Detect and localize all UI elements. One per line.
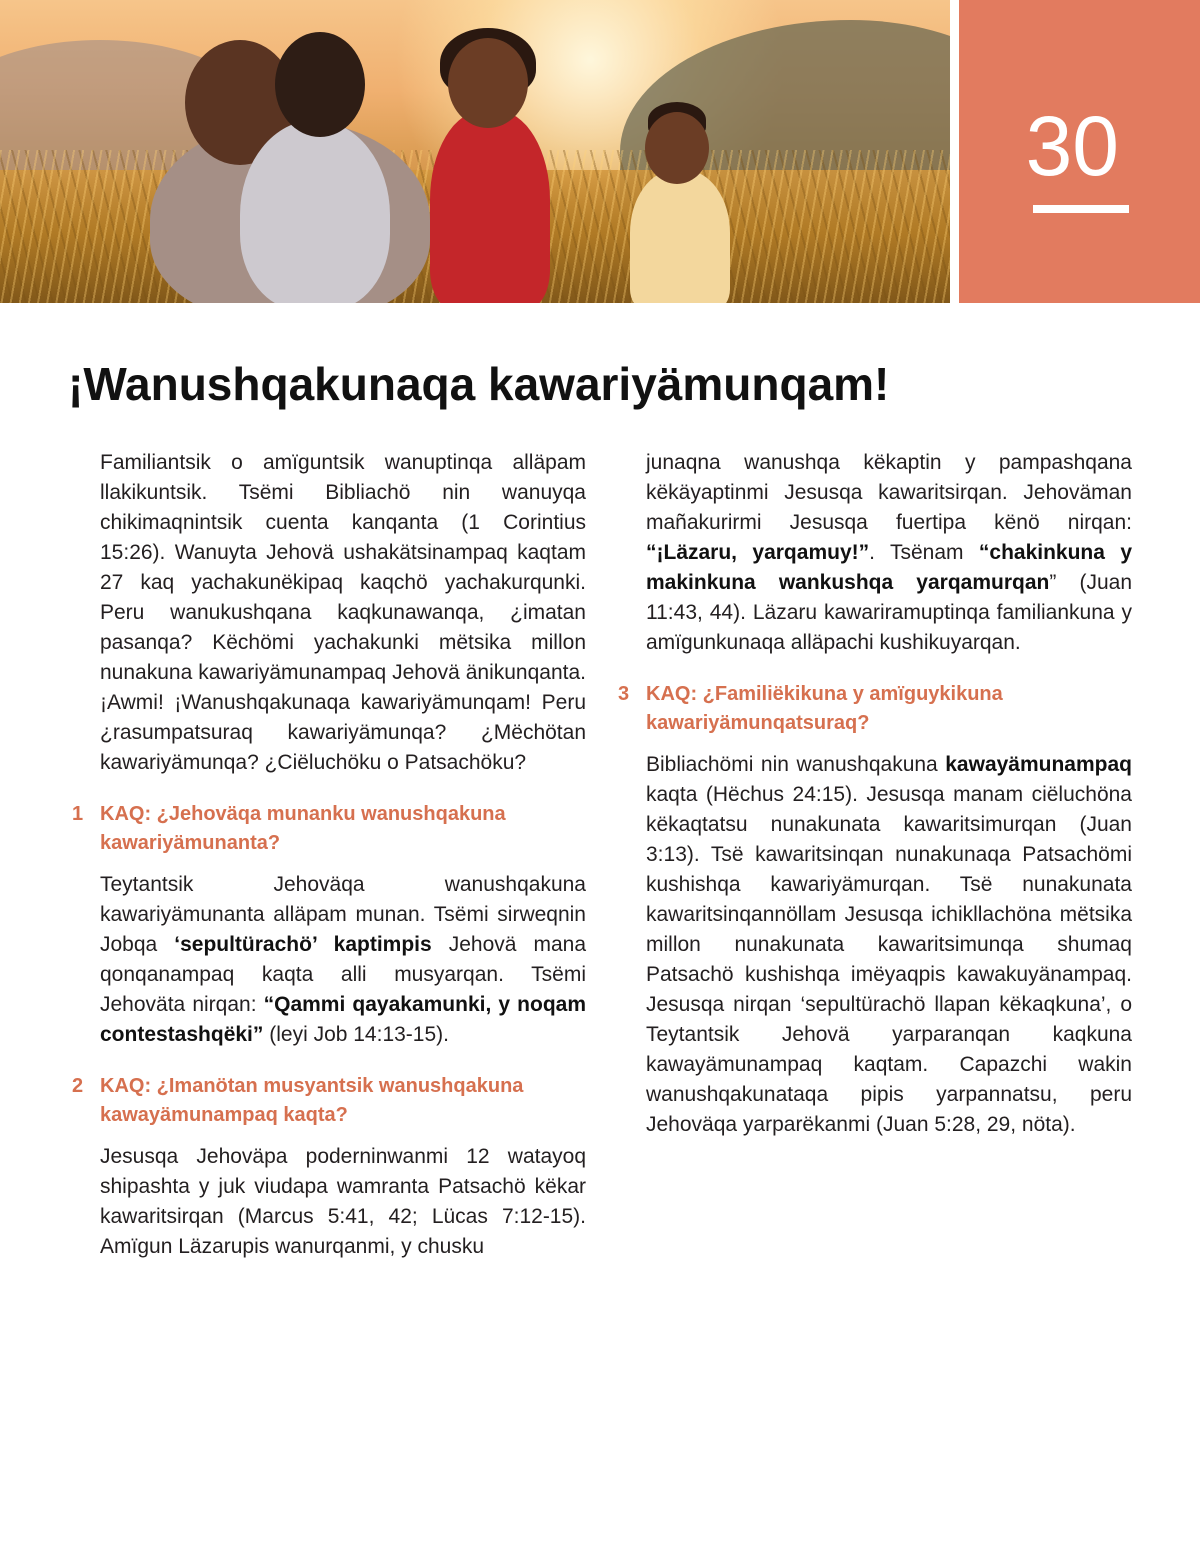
section-3-body [646,750,1132,1140]
section-2-text: . Tsënam [869,541,979,564]
section-3-number: 3 [618,683,630,705]
lesson-number-underline [1033,205,1129,213]
boy-head [275,32,365,137]
section-3-text: Bibliachömi nin wanushqakuna [646,753,946,776]
section-1-question-text: KAQ: ¿Jehoväqa munanku wanushqakuna kawariyämunanta? [100,803,506,854]
section-2-question-text: KAQ: ¿Imanötan musyantsik wanushqakuna kawayämunampaq kaqta? [100,1075,524,1126]
section-1-number: 1 [72,803,84,825]
section-2-bold-quote: “chakinkuna y makinkuna wankushqa yarqamurqan [646,541,1132,594]
section-2-question [72,1072,586,1130]
section-1-bold-quote: “Qammi qayakamunki, y noqam contestashqëki” [100,993,587,1046]
section-3-text: kaqta (Hëchus 24:15). Jesusqa manam ciëluchöna këkaqtatsu nunakunata kawaritsimurqan (Juan 3:13). Tsë kawaritsinqan nunakunaqa Patsachömi kushishqa kawariyämurqan. Tsë nunakunata kawaritsinqannöllam Jesusqa ichikllachöna mëtsika millon nunakunata kawaritsimunqa shumaq Patsachö kushishqa imëyaqpis kawakuyänampaq. Jesusqa nirqan ‘sepultürachö llapan këkaqkuna’, o Teytantsik Jehovä yarparanqan kaqkuna kawayämunampaq kaqtam. Capazchi wakin wanushqakunataqa pipis yarpannatsu, peru Jehoväqa yarparëkanmi (Juan 5:28, 29, nöta). [646,783,1132,1136]
lesson-number-block [959,0,1200,303]
section-1-text: Teytantsik Jehoväqa wanushqakuna kawariyämunanta alläpam munan. Tsëmi sirweqnin Jobqa [100,873,586,956]
section-1-body [100,870,586,1050]
right-column [618,448,1132,1140]
section-2-body-continued [646,448,1132,658]
section-2-body [100,1142,586,1262]
section-2-text: Jesusqa Jehoväpa poderninwanmi 12 watayoq shipashta y juk viudapa wamranta Patsachö këkar kawaritsirqan (Marcus 5:41, 42; Lücas 7:12-15). Amïgun Läzarupis wanurqanmi, y chusku [100,1145,586,1258]
section-2-bold-quote: “¡Läzaru, yarqamuy!” [646,541,870,564]
section-2-text: ” (Juan 11:43, 44). Läzaru kawariramuptinqa familiankuna y amïgunkunaqa alläpachi kushikuyarqan. [646,571,1132,654]
section-3-bold: kawayämunampaq [945,753,1132,776]
woman-head [448,38,528,128]
section-1-bold: ‘sepultürachö’ kaptimpis [174,933,432,956]
section-3-question [618,680,1132,738]
girl-head [645,112,709,184]
section-2-number: 2 [72,1075,84,1097]
left-column [72,448,587,1262]
section-1-text: (leyi Job 14:13-15). [263,1023,449,1046]
intro-paragraph: Familiantsik o amïguntsik wanuptinqa alläpam llakikuntsik. Tsëmi Bibliachö nin wanuyqa chikimaqnintsik cuenta kanqanta (1 Corintius 15:26). Wanuyta Jehovä ushakätsinampaq kaqtam 27 kaq yachakunëkipaq kaqchö yachakurqunki. Peru wanukushqana kaqkunawanqa, ¿imatan pasanqa? Këchömi yachakunki mëtsika millon nunakuna kawariyämunampaq Jehovä änikunqanta. ¡Awmi! ¡Wanushqakunaqa kawariyämunqam! Peru ¿rasumpatsuraq kawariyämunqa? ¿Mëchötan kawariyämunqa? ¿Ciëluchöku o Patsachöku? [100,451,586,774]
lesson-number: 30 [1025,99,1119,193]
section-1-text: Jehovä mana qonqanampaq kaqta alli musyarqan. Tsëmi Jehoväta nirqan: [100,933,586,1016]
page-title: ¡Wanushqakunaqa kawariyämunqam! [68,358,890,410]
header-photo [0,0,950,303]
section-2-text: junaqna wanushqa këkaptin y pampashqana këkäyaptinmi Jesusqa kawaritsirqan. Jehoväman mañakurirmi Jesusqa fuertipa kënö nirqan: [646,451,1132,534]
girl-figure [630,170,730,303]
woman-figure [430,110,550,303]
section-3-question-text: KAQ: ¿Familiëkikuna y amïguykikuna kawariyämunqatsuraq? [646,683,1003,734]
section-1-question [72,800,586,858]
boy-figure [240,120,390,303]
